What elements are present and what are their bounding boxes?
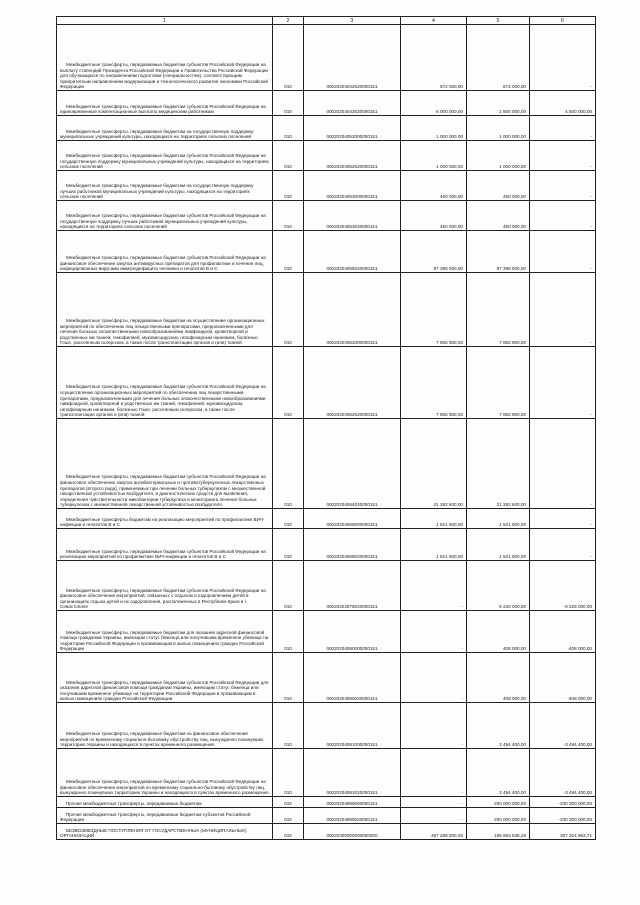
row-kbk: 00020204062000000151 bbox=[304, 273, 401, 347]
row-kbk: 00020204999000000151 bbox=[304, 797, 401, 808]
row-code: 010 bbox=[273, 797, 304, 808]
row-code: 010 bbox=[273, 561, 304, 611]
row-col4: 1 521 600,00 bbox=[401, 509, 467, 529]
row-col6: - bbox=[530, 347, 596, 419]
row-col5: 21 282 600,00 bbox=[467, 419, 530, 509]
row-code: 010 bbox=[273, 419, 304, 509]
row-col5: 1 521 600,00 bbox=[467, 529, 530, 561]
row-name: Межбюджетные трансферты, передаваемые бюджетам субъектов Российской Федерации на финансовое обеспечение закупок антибактериальных и противотуберкулезных лекарственных препаратов (второго ряда), применяемых при лечении больных туберкулезом с множественной лекарственной устойчивостью возбудителя, и диагностических средств для выявления, определения чувствительности микобактерии туберкулеза и мониторинга лечения больных туберкулезом с множественной лекарственной устойчивостью возбудителя bbox=[60, 474, 266, 508]
row-col6: - bbox=[530, 509, 596, 529]
row-kbk: 00020204068020000151 bbox=[304, 529, 401, 561]
header-col-5: 5 bbox=[467, 17, 530, 25]
row-col4: 21 282 600,00 bbox=[401, 419, 467, 509]
row-kbk: 00020204080020000151 bbox=[304, 653, 401, 703]
row-col6: -408 000,00 bbox=[530, 653, 596, 703]
table-row bbox=[57, 231, 596, 273]
row-col6: - bbox=[530, 201, 596, 231]
row-name: Межбюджетные трансферты, передаваемые бюджетам для оказания адресной финансовой помощи гражданам Украины, имеющим статус беженца или получившим временное убежище на территории Российской Федерации и проживающим в жилых помещениях граждан Российской Федерации bbox=[60, 629, 269, 652]
row-col5: 200 000 000,00 bbox=[467, 797, 530, 808]
row-col4: - bbox=[401, 808, 467, 824]
row-name: Межбюджетные трансферты, передаваемые бюджетам субъектов Российской Федерации на осуществление организационных мероприятий по обеспечению лиц лекарственными препаратами, предназначенными для лечения больных злокачественными новообразованиями лимфоидной, кроветворной и родственных им тканей, гемофилией, муковисцидозом, гипофизарным нанизмом, болезнью Гоше, рассеянным склерозом, а также после трансплантации органов и (или) тканей bbox=[60, 384, 266, 418]
table-row bbox=[57, 25, 596, 91]
row-code: 010 bbox=[273, 91, 304, 116]
row-col6: -3 494 400,00 bbox=[530, 703, 596, 749]
table-row bbox=[57, 749, 596, 797]
row-col6: - bbox=[530, 529, 596, 561]
table-row bbox=[57, 808, 596, 824]
row-col6: - bbox=[530, 141, 596, 171]
table-row bbox=[57, 419, 596, 509]
table-row bbox=[57, 797, 596, 808]
row-col5: 1 500 000,00 bbox=[467, 91, 530, 116]
row-col4: - bbox=[401, 611, 467, 653]
row-col6: - bbox=[530, 419, 596, 509]
row-kbk: 00020204080000000151 bbox=[304, 611, 401, 653]
row-name: Межбюджетные трансферты, передаваемые бюджетам субъектов Российской Федерации на выплату стипендий Президента Российской Федерации и Правительства Российской Федерации для обучающихся по направлениям подготовки (специальностям), соответствующим приоритетным направлениям модернизации и технологического развития экономики Российской Федерации bbox=[60, 62, 268, 90]
row-col5: 200 000 000,00 bbox=[467, 808, 530, 824]
row-col5: 9 225 000,00 bbox=[467, 561, 530, 611]
row-kbk: 00020204081020000151 bbox=[304, 749, 401, 797]
row-col5: 7 855 900,00 bbox=[467, 347, 530, 419]
table-row bbox=[57, 201, 596, 231]
row-col5: 672 000,00 bbox=[467, 25, 530, 91]
row-name: Прочие межбюджетные трансферты, передаваемые бюджетам bbox=[66, 801, 202, 807]
row-name: Межбюджетные трансферты, передаваемые бюджетам на осуществление организационных мероприятий по обеспечению лиц лекарственными препаратами, предназначенными для лечения больных злокачественными новообразованиями лимфоидной, кроветворной и родственных им тканей, гемофилией, муковисцидозом, гипофизарным нанизмом, болезнью Гоше, рассеянным склерозом, а также после трансплантации органов и (или) тканей bbox=[60, 318, 265, 346]
row-col4: - bbox=[401, 797, 467, 808]
row-code: 010 bbox=[273, 808, 304, 824]
table-row bbox=[57, 703, 596, 749]
row-col4: 1 000 000,00 bbox=[401, 116, 467, 141]
row-kbk: 00020204042020000151 bbox=[304, 25, 401, 91]
row-name: Межбюджетные трансферты, передаваемые бюджетам на государственную поддержку лучших работников муниципальных учреждений культуры, находящихся на территориях сельских поселений bbox=[60, 183, 254, 200]
table-row bbox=[57, 91, 596, 116]
row-name: Межбюджетные трансферты, передаваемые бюджетам субъектов Российской Федерации на финансовое обеспечение закупок антивирусных препаратов для профилактики и лечения лиц, инфицированных вирусами иммунодефицита человека и гепатитов В и С bbox=[60, 255, 266, 272]
budget-table bbox=[56, 16, 596, 840]
row-kbk: 00020204052020000151 bbox=[304, 141, 401, 171]
row-kbk: 00020204062020000151 bbox=[304, 347, 401, 419]
row-col5: 1 000 000,00 bbox=[467, 116, 530, 141]
row-col6: 4 500 000,00 bbox=[530, 91, 596, 116]
row-col4: 467 288 800,00 bbox=[401, 824, 467, 840]
table-row bbox=[57, 171, 596, 201]
table-header-row bbox=[57, 17, 596, 25]
row-kbk: 00020204068000000151 bbox=[304, 509, 401, 529]
row-col6: -3 494 400,00 bbox=[530, 749, 596, 797]
row-kbk: 00020204076020000151 bbox=[304, 561, 401, 611]
row-col5: 450 000,00 bbox=[467, 171, 530, 201]
row-col5: 159 963 836,29 bbox=[467, 824, 530, 840]
row-code: 010 bbox=[273, 141, 304, 171]
row-name: Межбюджетные трансферты, передаваемые бюджетам субъектов Российской Федерации на государственную поддержку муниципальных учреждений культуры, находящихся на территориях сельских поселений bbox=[60, 153, 269, 170]
table-row bbox=[57, 141, 596, 171]
row-col4: 1 521 600,00 bbox=[401, 529, 467, 561]
row-kbk: 00020204081000000151 bbox=[304, 703, 401, 749]
row-kbk: 00020204052000000151 bbox=[304, 116, 401, 141]
table-body bbox=[57, 17, 596, 840]
row-col6: - bbox=[530, 273, 596, 347]
row-col5: 408 000,00 bbox=[467, 653, 530, 703]
row-code: 010 bbox=[273, 171, 304, 201]
row-col6: 307 324 963,71 bbox=[530, 824, 596, 840]
row-kbk: 00020204999020000151 bbox=[304, 808, 401, 824]
row-name: Межбюджетные трансферты, передаваемые бюджетам субъектов Российской Федерации на финансовое обеспечение мероприятий, связанных с отдыхом и оздоровлением детей в организациях отдыха детей и их оздоровления, расположенных в Республике Крым и г. Севастополе bbox=[60, 587, 266, 610]
row-col4: 672 000,00 bbox=[401, 25, 467, 91]
row-kbk: 00020300000000000000 bbox=[304, 824, 401, 840]
row-code: 010 bbox=[273, 231, 304, 273]
table-row bbox=[57, 611, 596, 653]
table-row bbox=[57, 529, 596, 561]
row-code: 010 bbox=[273, 529, 304, 561]
row-code: 010 bbox=[273, 653, 304, 703]
row-col5: 408 000,00 bbox=[467, 611, 530, 653]
row-name: Межбюджетные трансферты, передаваемые бюджетам на финансовое обеспечение мероприятий по временному социально-бытовому обустройству лиц, вынужденно покинувших территорию Украины и находящихся в пунктах временного размещения bbox=[60, 731, 264, 748]
row-col4: 7 855 900,00 bbox=[401, 273, 467, 347]
row-kbk: 00020204053000000151 bbox=[304, 171, 401, 201]
row-col5: 3 494 400,00 bbox=[467, 749, 530, 797]
row-col4: - bbox=[401, 653, 467, 703]
row-kbk: 00020204043020000151 bbox=[304, 91, 401, 116]
row-col6: - bbox=[530, 171, 596, 201]
table-row bbox=[57, 116, 596, 141]
header-col-6: 6 bbox=[530, 17, 596, 25]
row-col6: -200 000 000,00 bbox=[530, 797, 596, 808]
row-kbk: 00020204053020000151 bbox=[304, 201, 401, 231]
row-code: 010 bbox=[273, 347, 304, 419]
row-name: Межбюджетные трансферты, передаваемые бюджетам субъектов Российской Федерации на реализацию мероприятий по профилактике ВИЧ-инфекции и гепатитов В и С bbox=[60, 548, 266, 560]
table-row bbox=[57, 653, 596, 703]
row-col4: 450 000,00 bbox=[401, 201, 467, 231]
row-col6: -200 000 000,00 bbox=[530, 808, 596, 824]
row-col4: 7 855 900,00 bbox=[401, 347, 467, 419]
row-col5: 97 398 000,00 bbox=[467, 231, 530, 273]
table-row bbox=[57, 347, 596, 419]
row-name: Межбюджетные трансферты, передаваемые бюджетам на государственную поддержку муниципальных учреждений культуры, находящихся на территориях сельских поселений bbox=[60, 128, 254, 140]
row-col4: - bbox=[401, 749, 467, 797]
row-col6: -9 225 000,00 bbox=[530, 561, 596, 611]
row-col4: 450 000,00 bbox=[401, 171, 467, 201]
row-col5: 1 000 000,00 bbox=[467, 141, 530, 171]
table-row bbox=[57, 273, 596, 347]
row-col5: 7 855 900,00 bbox=[467, 273, 530, 347]
row-code: 010 bbox=[273, 749, 304, 797]
row-col6: -408 000,00 bbox=[530, 611, 596, 653]
row-name: Межбюджетные трансферты, передаваемые бюджетам субъектов Российской Федерации для оказания адресной финансовой помощи гражданам Украины, имеющим статус беженца или получившим временное убежище на территории Российской Федерации и проживающим в жилых помещениях граждан Российской Федерации bbox=[60, 679, 269, 702]
row-code: 010 bbox=[273, 703, 304, 749]
row-code: 010 bbox=[273, 116, 304, 141]
row-col4: - bbox=[401, 561, 467, 611]
row-col4: 1 000 000,00 bbox=[401, 141, 467, 171]
row-col5: 450 000,00 bbox=[467, 201, 530, 231]
row-name: Межбюджетные трансферты, передаваемые бюджетам субъектов Российской Федерации на государственную поддержку лучших работников муниципальных учреждений культуры, находящихся на территориях сельских поселений bbox=[60, 213, 266, 230]
row-name: Межбюджетные трансферты, передаваемые бюджетам субъектов Российской Федерации на единовременные компенсационные выплаты медицинским работникам bbox=[60, 103, 266, 115]
row-kbk: 00020204064020000151 bbox=[304, 419, 401, 509]
row-name: Межбюджетные трансферты, передаваемые бюджетам субъектов Российской Федерации на финансовое обеспечение мероприятий по временному социально-бытовому обустройству лиц, вынужденно покинувших территорию Украины и находящихся в пунктах временного размещения bbox=[60, 779, 269, 796]
header-col-2: 2 bbox=[273, 17, 304, 25]
row-name: Межбюджетные трансферты бюджетам на реализацию мероприятий по профилактике ВИЧ-инфекции и гепатитов В и С bbox=[60, 516, 265, 528]
row-col5: 3 494 400,00 bbox=[467, 703, 530, 749]
row-code: 010 bbox=[273, 273, 304, 347]
row-col4: 6 000 000,00 bbox=[401, 91, 467, 116]
row-code: 010 bbox=[273, 509, 304, 529]
row-col4: 97 398 000,00 bbox=[401, 231, 467, 273]
row-name: БЕЗВОЗМЕЗДНЫЕ ПОСТУПЛЕНИЯ ОТ ГОСУДАРСТВЕННЫХ (МУНИЦИПАЛЬНЫХ) ОРГАНИЗАЦИЙ bbox=[60, 827, 247, 839]
row-code: 010 bbox=[273, 25, 304, 91]
row-col6: - bbox=[530, 231, 596, 273]
table-row bbox=[57, 561, 596, 611]
row-code: 010 bbox=[273, 201, 304, 231]
header-col-3: 3 bbox=[304, 17, 401, 25]
header-col-4: 4 bbox=[401, 17, 467, 25]
row-name: Прочие межбюджетные трансферты, передаваемые бюджетам субъектов Российской Федерации bbox=[60, 811, 251, 823]
row-col4: - bbox=[401, 703, 467, 749]
row-col5: 1 521 600,00 bbox=[467, 509, 530, 529]
row-col6: - bbox=[530, 25, 596, 91]
table-row bbox=[57, 824, 596, 840]
table-row bbox=[57, 509, 596, 529]
row-code: 010 bbox=[273, 824, 304, 840]
row-kbk: 00020204055020000151 bbox=[304, 231, 401, 273]
row-col6: - bbox=[530, 116, 596, 141]
row-code: 010 bbox=[273, 611, 304, 653]
header-col-1: 1 bbox=[57, 17, 273, 25]
